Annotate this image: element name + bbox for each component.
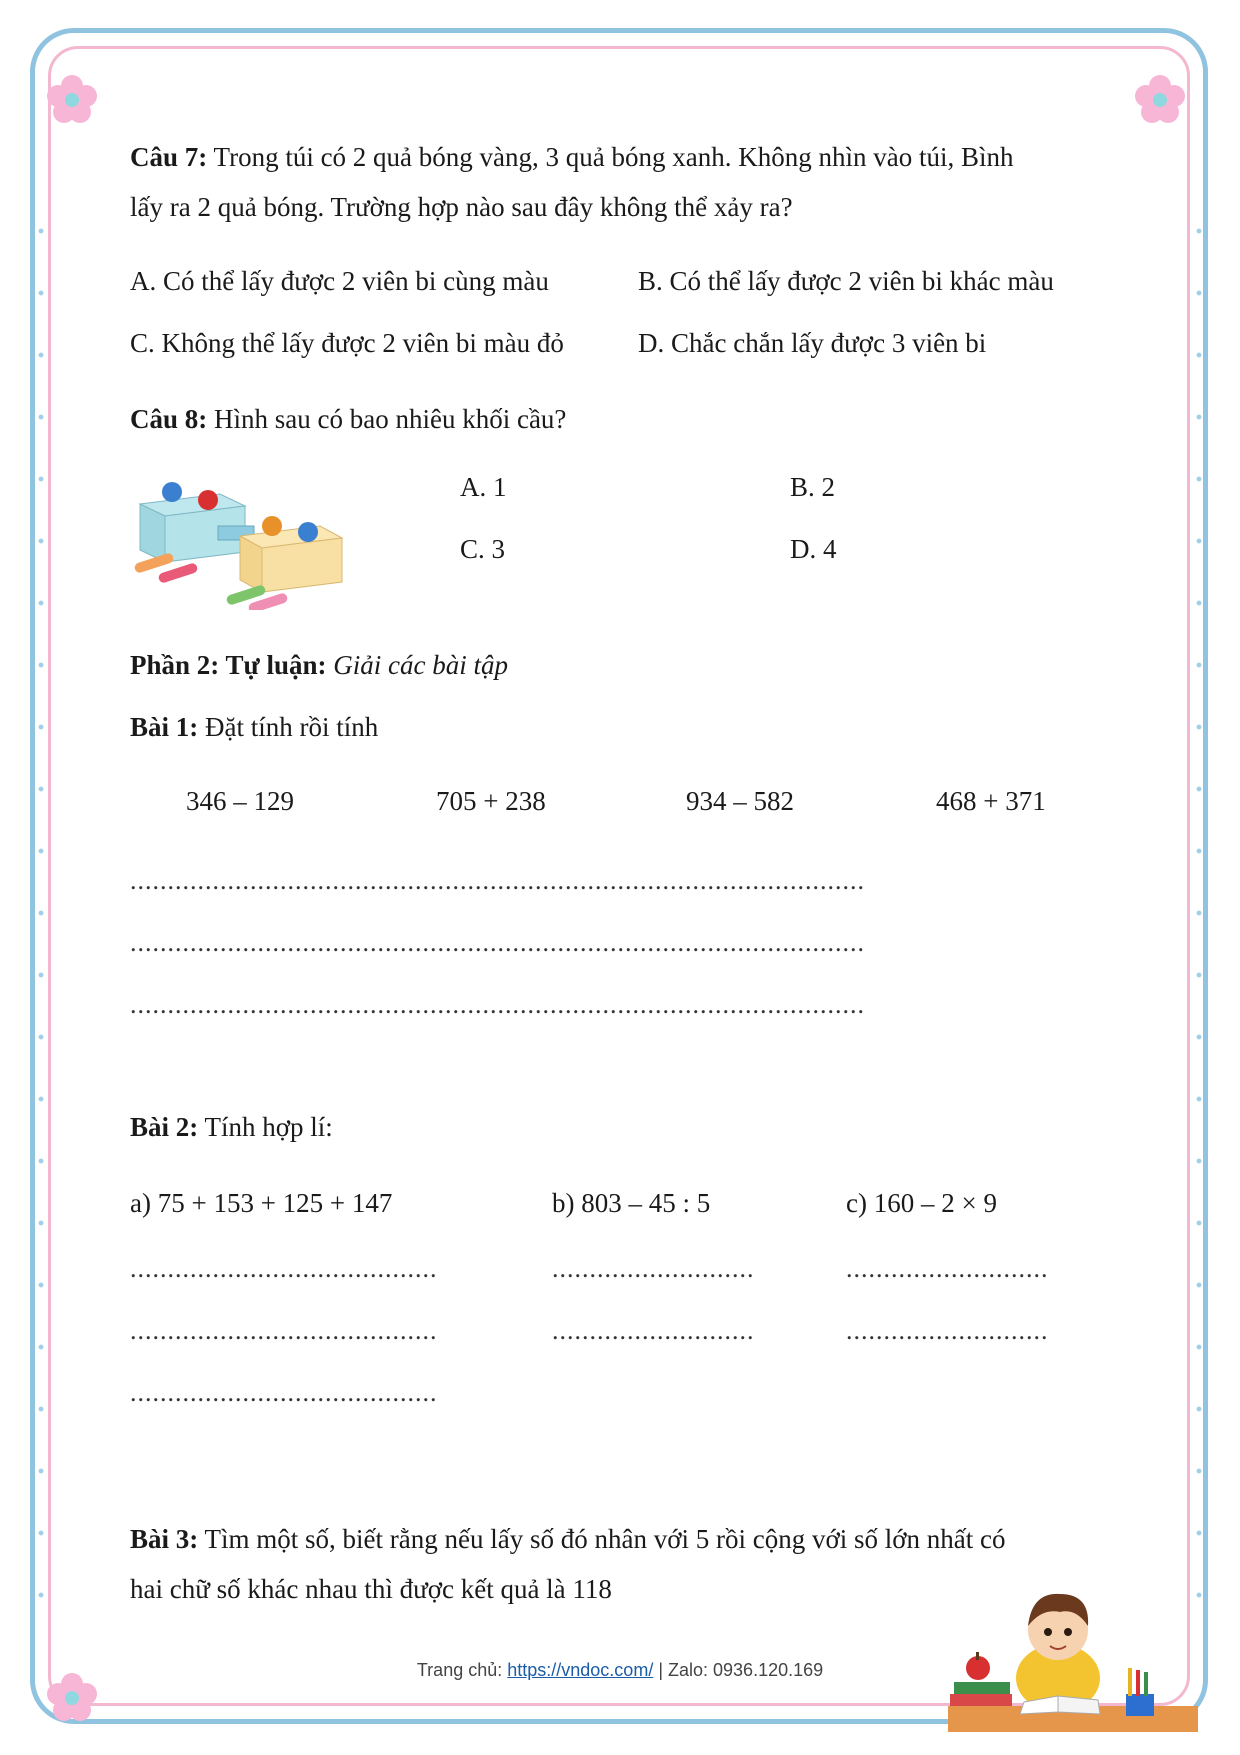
question-8 <box>130 404 566 435</box>
sphere-icon <box>198 490 218 510</box>
expression-1: 346 – 129 <box>186 786 294 816</box>
border-dots-left <box>38 200 44 1600</box>
footer-link[interactable]: https://vndoc.com/ <box>507 1660 654 1680</box>
exercise-2-item-b: b) 803 – 45 : 5 <box>552 1188 711 1218</box>
sphere-icon <box>162 482 182 502</box>
answer-line: ........................... <box>846 1254 1049 1283</box>
exercise-2-item-c: c) 160 – 2 × 9 <box>846 1188 997 1218</box>
q8-option-a: A. 1 <box>460 472 507 502</box>
section-label: Phần 2: Tự luận: <box>130 650 327 680</box>
exercise-1-heading <box>130 712 378 743</box>
q7-option-a: A. Có thể lấy được 2 viên bi cùng màu <box>130 266 549 296</box>
toy-boxes-illustration <box>130 474 352 610</box>
question-7-line2: lấy ra 2 quả bóng. Trường hợp nào sau đây không thể xảy ra? <box>130 192 793 222</box>
q7-option-b: B. Có thể lấy được 2 viên bi khác màu <box>638 266 1054 296</box>
answer-line: ......................................... <box>130 1316 438 1345</box>
question-label: Câu 7: <box>130 142 208 172</box>
question-text: Hình sau có bao nhiêu khối cầu? <box>214 404 567 434</box>
exercise-label: Bài 2: <box>130 1112 199 1142</box>
answer-line: .................................................................................................. <box>130 990 865 1019</box>
expression-2: 705 + 238 <box>436 786 546 816</box>
q7-option-c: C. Không thể lấy được 2 viên bi màu đỏ <box>130 328 564 358</box>
section-subtitle: Giải các bài tập <box>333 650 508 680</box>
footer-prefix: Trang chủ: <box>416 1660 508 1680</box>
answer-line: ......................................... <box>130 1254 438 1283</box>
q8-option-c: C. 3 <box>460 534 506 564</box>
q8-option-d: D. 4 <box>790 534 837 564</box>
question-label: Câu 8: <box>130 404 208 434</box>
answer-line: ........................... <box>552 1316 755 1345</box>
exercise-text: Tính hợp lí: <box>204 1112 333 1142</box>
exercise-label: Bài 3: <box>130 1524 199 1554</box>
footer-contact: | Zalo: 0936.120.169 <box>653 1660 824 1680</box>
exercise-2-heading <box>130 1112 333 1143</box>
exercise-2-item-a: a) 75 + 153 + 125 + 147 <box>130 1188 393 1218</box>
flower-icon <box>44 72 100 128</box>
student-illustration <box>948 1578 1208 1738</box>
sphere-icon <box>298 522 318 542</box>
answer-line: ......................................... <box>130 1378 438 1407</box>
border-dots-right <box>1196 200 1202 1600</box>
expression-4: 468 + 371 <box>936 786 1046 816</box>
exercise-label: Bài 1: <box>130 712 199 742</box>
answer-line: .................................................................................................. <box>130 928 865 957</box>
q7-option-d: D. Chắc chắn lấy được 3 viên bi <box>638 328 987 358</box>
exercise-3-line1 <box>130 1524 1006 1555</box>
exercise-3-line2: hai chữ số khác nhau thì được kết quả là 118 <box>130 1574 612 1604</box>
expression-3: 934 – 582 <box>686 786 794 816</box>
exercise-text: Đặt tính rồi tính <box>205 712 379 742</box>
question-text: Trong túi có 2 quả bóng vàng, 3 quả bóng xanh. Không nhìn vào túi, Bình <box>213 142 1014 172</box>
flower-icon <box>1132 72 1188 128</box>
answer-line: ........................... <box>552 1254 755 1283</box>
q8-option-b: B. 2 <box>790 472 836 502</box>
part-2-heading <box>130 650 508 681</box>
answer-line: ........................... <box>846 1316 1049 1345</box>
exercise-text: Tìm một số, biết rằng nếu lấy số đó nhân với 5 rồi cộng với số lớn nhất có <box>204 1524 1006 1554</box>
question-7-line1 <box>130 142 1014 173</box>
sphere-icon <box>262 516 282 536</box>
answer-line: .................................................................................................. <box>130 866 865 895</box>
